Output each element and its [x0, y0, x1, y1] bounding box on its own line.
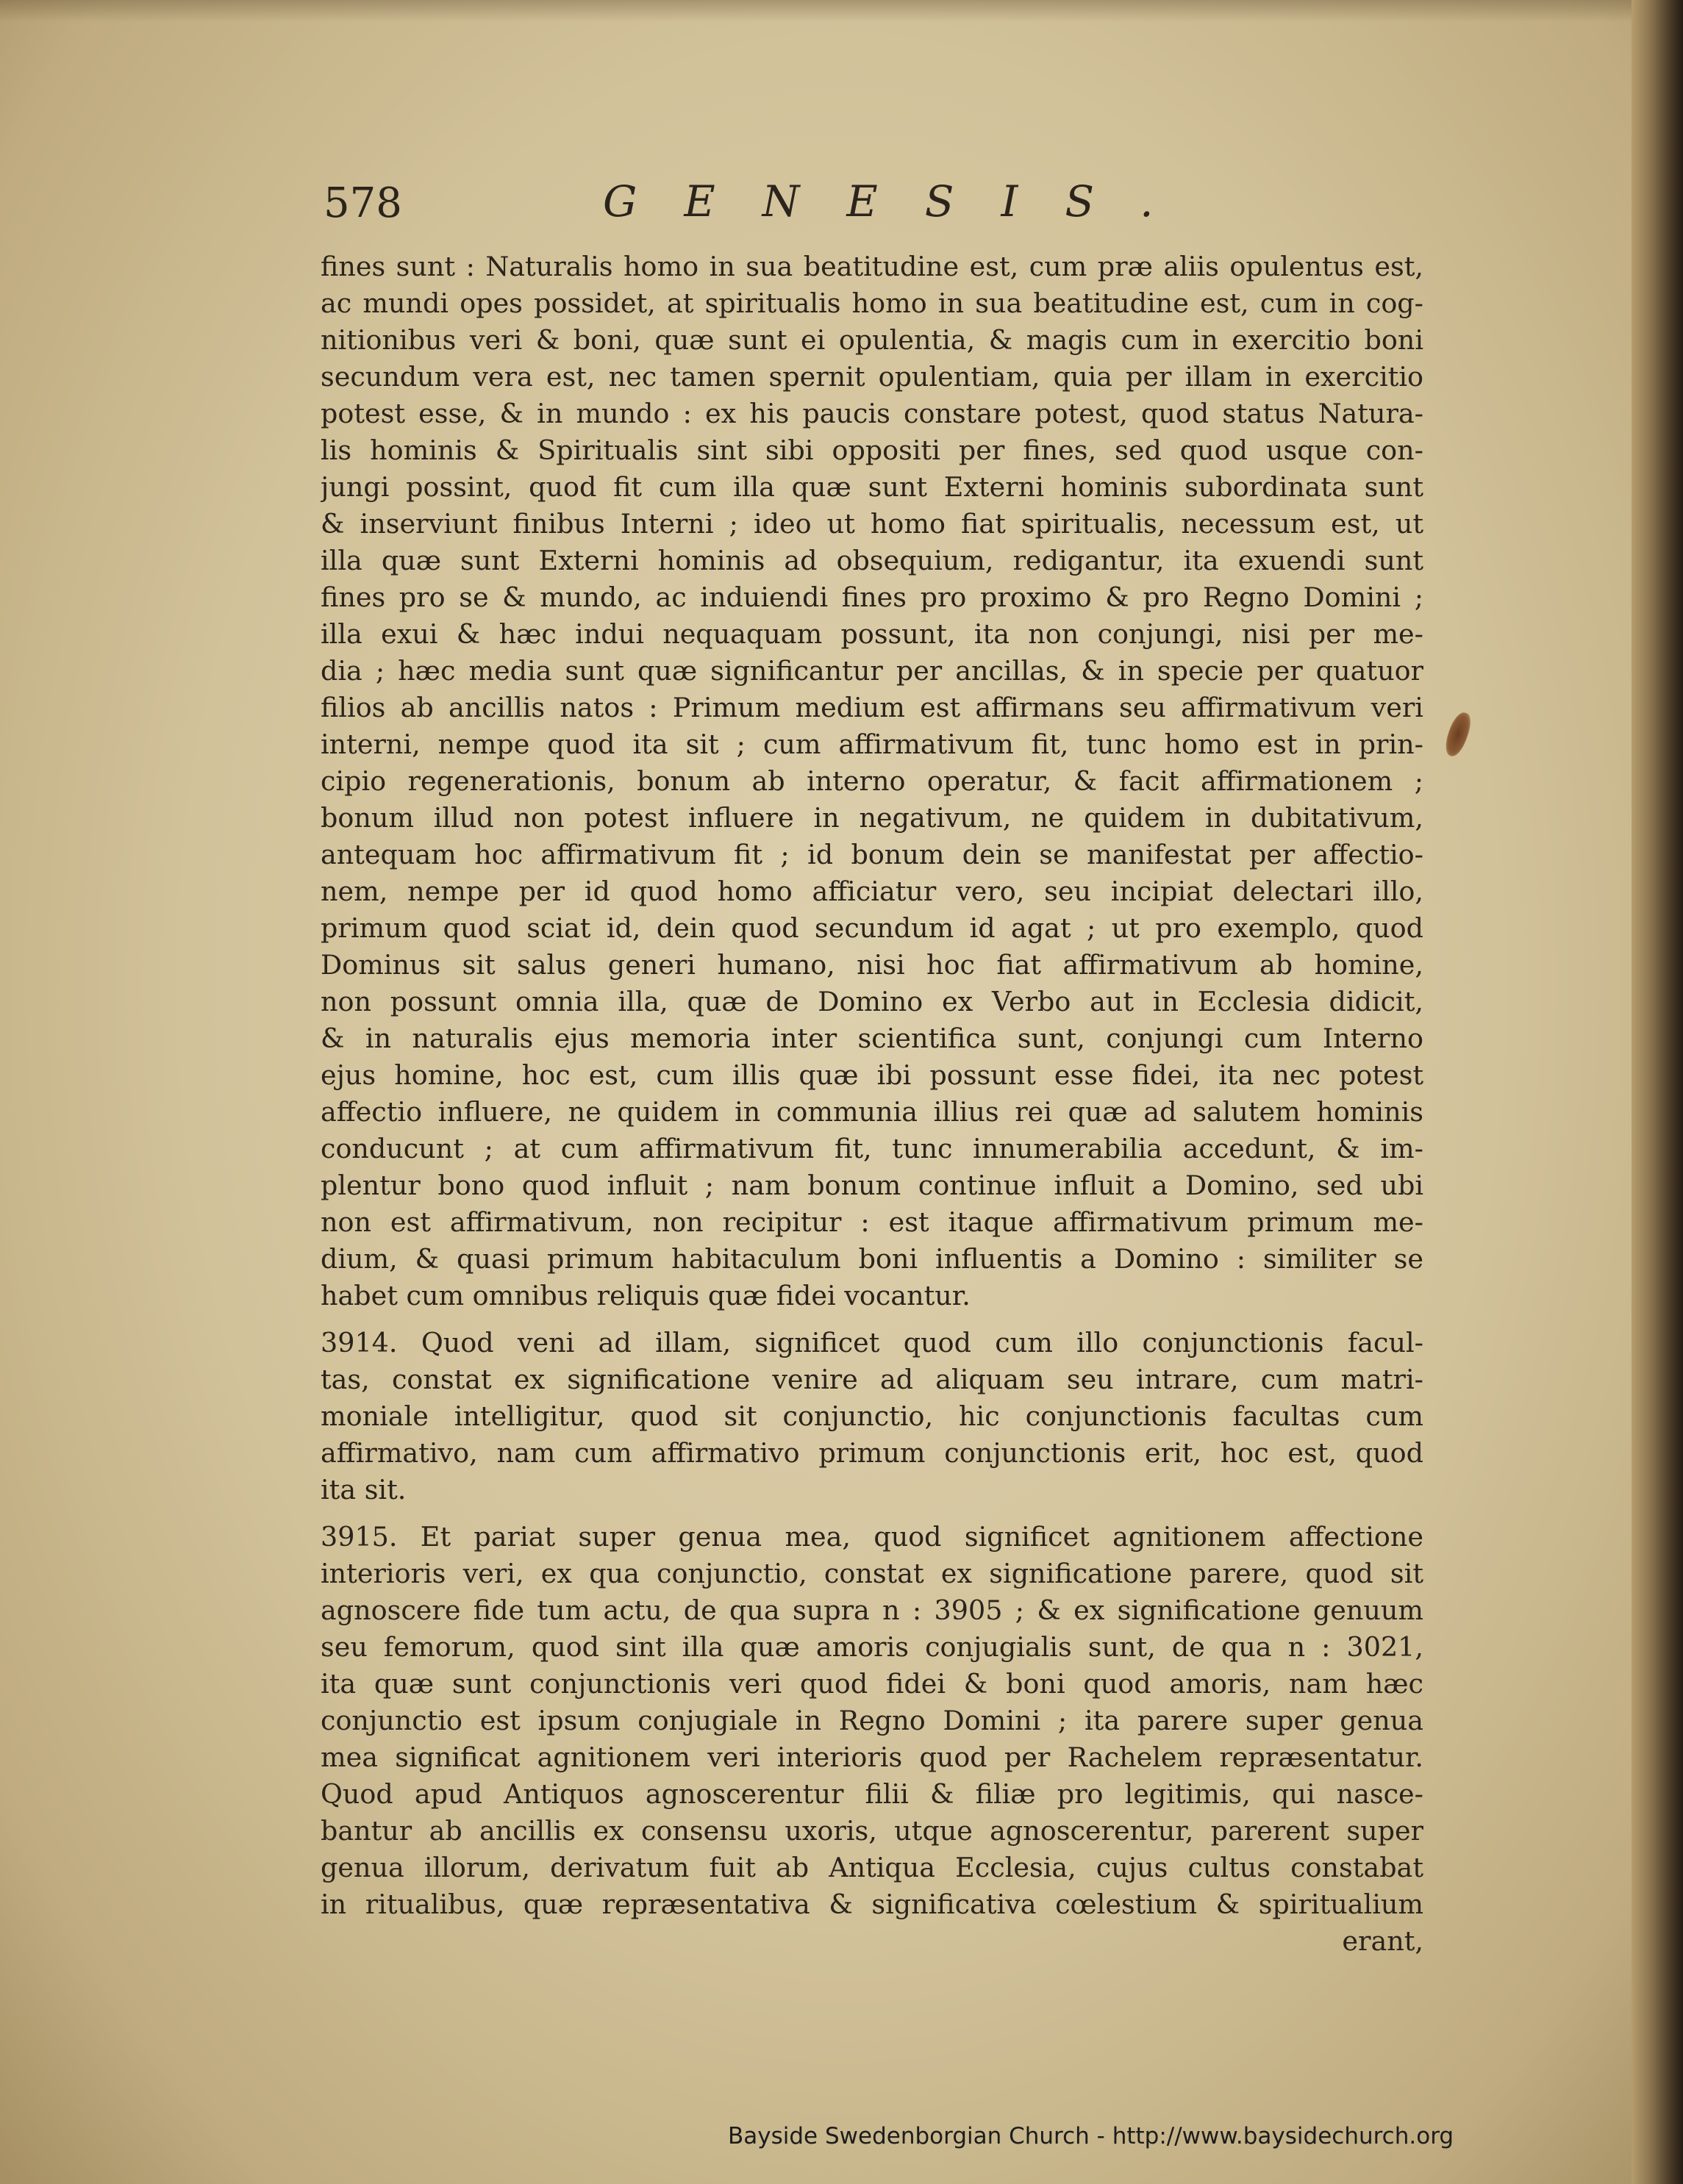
text-line: bantur ab ancillis ex consensu uxoris, utque agnoscerentur, parerent super: [321, 1815, 1423, 1847]
text-line: dia ; hæc media sunt quæ significantur per ancillas, & in specie per quatuor: [321, 655, 1423, 687]
text-line: agnoscere fide tum actu, de qua supra n : 3905 ; & ex significatione genuum: [321, 1594, 1423, 1626]
paragraph-3914: [321, 1325, 1423, 1508]
paragraph-continued: [321, 248, 1423, 1314]
text-line: & inserviunt finibus Interni ; ideo ut homo fiat spiritualis, necessum est, ut: [321, 508, 1423, 540]
text-line: conducunt ; at cum affirmativum fit, tunc innumerabilia accedunt, & im-: [321, 1133, 1423, 1164]
text-line: cipio regenerationis, bonum ab interno operatur, & facit affirmationem ;: [321, 765, 1423, 797]
page-header: [324, 176, 1201, 235]
text-line: non est affirmativum, non recipitur : est itaque affirmativum primum me-: [321, 1206, 1423, 1238]
text-line: affectio influere, ne quidem in communia illius rei quæ ad salutem hominis: [321, 1096, 1423, 1128]
text-line: interioris veri, ex qua conjunctio, constat ex significatione parere, quod sit: [321, 1558, 1423, 1589]
watermark-text: Bayside Swedenborgian Church - http://www.baysidechurch.org: [728, 2123, 1454, 2149]
book-spine-edge: [1632, 0, 1683, 2184]
text-line: dium, & quasi primum habitaculum boni influentis a Domino : similiter se: [321, 1243, 1423, 1275]
paragraph-3915: [321, 1519, 1423, 1923]
text-line: 3914. Quod veni ad illam, significet quod cum illo conjunctionis facul-: [321, 1327, 1423, 1358]
text-line: non possunt omnia illa, quæ de Domino ex Verbo aut in Ecclesia didicit,: [321, 986, 1423, 1017]
text-line: tas, constat ex significatione venire ad aliquam seu intrare, cum matri-: [321, 1364, 1423, 1395]
text-line: nitionibus veri & boni, quæ sunt ei opulentia, & magis cum in exercitio boni: [321, 324, 1423, 356]
text-line: interni, nempe quod ita sit ; cum affirmativum fit, tunc homo est in prin-: [321, 728, 1423, 760]
catchword: erant,: [1342, 1925, 1423, 1957]
running-title: GENESIS.: [603, 176, 1201, 226]
text-line: fines pro se & mundo, ac induiendi fines pro proximo & pro Regno Domini ;: [321, 581, 1423, 613]
text-line: genua illorum, derivatum fuit ab Antiqua Ecclesia, cujus cultus constabat: [321, 1852, 1423, 1883]
text-line: moniale intelligitur, quod sit conjunctio, hic conjunctionis facultas cum: [321, 1400, 1423, 1432]
text-line: ac mundi opes possidet, at spiritualis homo in sua beatitudine est, cum in cog-: [321, 287, 1423, 319]
page-number: 578: [324, 179, 402, 227]
text-line: seu femorum, quod sint illa quæ amoris conjugialis sunt, de qua n : 3021,: [321, 1631, 1423, 1663]
text-line: jungi possint, quod fit cum illa quæ sunt Externi hominis subordinata sunt: [321, 471, 1423, 503]
text-line: mea significat agnitionem veri interioris quod per Rachelem repræsentatur.: [321, 1741, 1423, 1773]
text-line: fines sunt : Naturalis homo in sua beatitudine est, cum præ aliis opulentus est,: [321, 251, 1423, 282]
text-line: illa exui & hæc indui nequaquam possunt, ita non conjungi, nisi per me-: [321, 618, 1423, 650]
text-line: 3915. Et pariat super genua mea, quod significet agnitionem affectione: [321, 1521, 1423, 1553]
text-line: ita sit.: [321, 1474, 407, 1505]
page-top-shadow: [0, 0, 1683, 22]
text-line: filios ab ancillis natos : Primum medium est affirmans seu affirmativum veri: [321, 692, 1423, 723]
body-text: [321, 248, 1423, 1960]
text-line: potest esse, & in mundo : ex his paucis constare potest, quod status Natura-: [321, 398, 1423, 429]
paper-stain: [1442, 710, 1474, 759]
text-line: in ritualibus, quæ repræsentativa & significativa cœlestium & spiritualium: [321, 1888, 1423, 1920]
text-line: conjunctio est ipsum conjugiale in Regno Domini ; ita parere super genua: [321, 1705, 1423, 1736]
text-line: habet cum omnibus reliquis quæ fidei vocantur.: [321, 1280, 971, 1311]
text-line: lis hominis & Spiritualis sint sibi oppositi per fines, sed quod usque con-: [321, 434, 1423, 466]
text-line: secundum vera est, nec tamen spernit opulentiam, quia per illam in exercitio: [321, 361, 1423, 393]
text-line: Quod apud Antiquos agnoscerentur filii & filiæ pro legitimis, qui nasce-: [321, 1778, 1423, 1810]
text-line: affirmativo, nam cum affirmativo primum conjunctionis erit, hoc est, quod: [321, 1437, 1423, 1469]
text-line: ita quæ sunt conjunctionis veri quod fidei & boni quod amoris, nam hæc: [321, 1668, 1423, 1700]
text-line: primum quod sciat id, dein quod secundum id agat ; ut pro exemplo, quod: [321, 912, 1423, 944]
text-line: plentur bono quod influit ; nam bonum continue influit a Domino, sed ubi: [321, 1170, 1423, 1201]
text-line: ejus homine, hoc est, cum illis quæ ibi possunt esse fidei, ita nec potest: [321, 1059, 1423, 1091]
text-line: Dominus sit salus generi humano, nisi hoc fiat affirmativum ab homine,: [321, 949, 1423, 981]
text-line: & in naturalis ejus memoria inter scientifica sunt, conjungi cum Interno: [321, 1023, 1423, 1054]
text-line: illa quæ sunt Externi hominis ad obsequium, redigantur, ita exuendi sunt: [321, 545, 1423, 576]
text-line: bonum illud non potest influere in negativum, ne quidem in dubitativum,: [321, 802, 1423, 834]
text-line: nem, nempe per id quod homo afficiatur vero, seu incipiat delectari illo,: [321, 876, 1423, 907]
text-line: antequam hoc affirmativum fit ; id bonum dein se manifestat per affectio-: [321, 839, 1423, 870]
